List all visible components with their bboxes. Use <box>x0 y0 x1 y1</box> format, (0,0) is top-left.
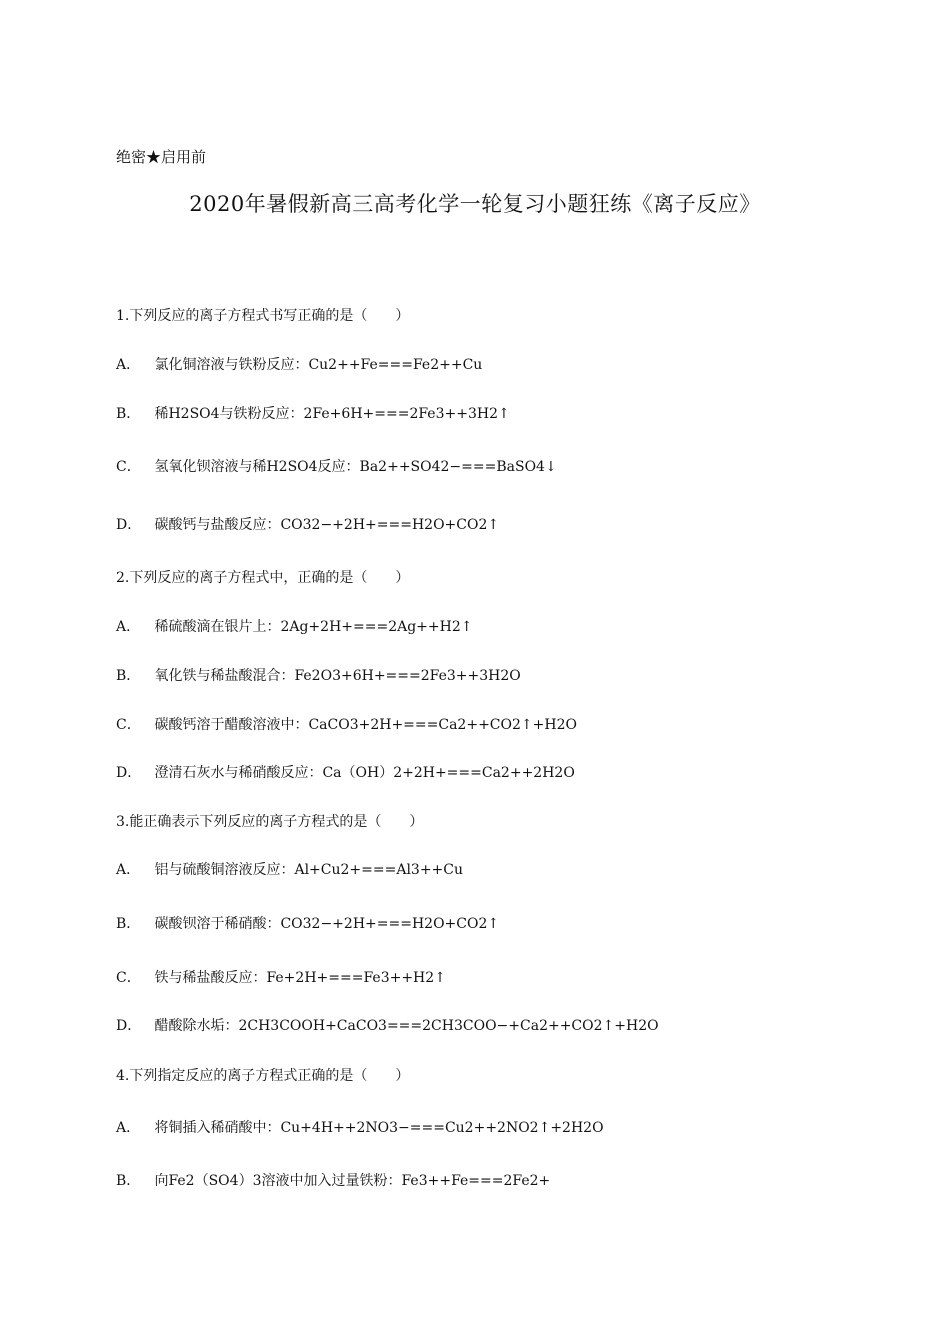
option-letter: D． <box>116 1018 142 1034</box>
question-2-stem: 2.下列反应的离子方程式中，正确的是（ ） <box>116 570 410 586</box>
option-letter: B． <box>116 406 141 422</box>
page-title: 2020年暑假新高三高考化学一轮复习小题狂练《离子反应》 <box>189 192 761 216</box>
option-text: 醋酸除水垢：2CH3COOH+CaCO3===2CH3COO−+Ca2++CO2↑+H2O <box>154 1018 659 1034</box>
confidential-header: 绝密★启用前 <box>116 148 207 166</box>
question-1-stem: 1.下列反应的离子方程式书写正确的是（ ） <box>116 308 410 324</box>
option-text: 铝与硫酸铜溶液反应：Al+Cu2+===Al3++Cu <box>154 862 464 878</box>
option-letter: D． <box>116 517 142 533</box>
option-text: 碳酸钙与盐酸反应：CO32−+2H+===H2O+CO2↑ <box>154 517 500 533</box>
option-letter: A． <box>116 862 141 878</box>
question-1-option-a <box>116 355 482 375</box>
option-letter: D． <box>116 765 142 781</box>
option-letter: C． <box>116 717 141 733</box>
option-letter: C． <box>116 970 141 986</box>
option-text: 铁与稀盐酸反应：Fe+2H+===Fe3++H2↑ <box>154 970 446 986</box>
question-3-stem: 3.能正确表示下列反应的离子方程式的是（ ） <box>116 814 424 830</box>
option-text: 氯化铜溶液与铁粉反应：Cu2++Fe===Fe2++Cu <box>154 357 483 373</box>
question-3-option-a <box>116 860 463 880</box>
question-4-stem: 4.下列指定反应的离子方程式正确的是（ ） <box>116 1068 410 1084</box>
question-4-option-a <box>116 1118 604 1138</box>
option-letter: A． <box>116 619 141 635</box>
question-1-option-c <box>116 457 557 477</box>
option-text: 稀硫酸滴在银片上：2Ag+2H+===2Ag++H2↑ <box>154 619 473 635</box>
question-3-option-b <box>116 914 499 934</box>
option-letter: B． <box>116 916 141 932</box>
option-text: 碳酸钙溶于醋酸溶液中：CaCO3+2H+===Ca2++CO2↑+H2O <box>154 717 577 733</box>
question-1-option-b <box>116 404 510 424</box>
question-2-option-b <box>116 666 521 686</box>
question-2-option-d <box>116 763 575 783</box>
option-text: 向Fe2（SO4）3溶液中加入过量铁粉：Fe3++Fe===2Fe2+ <box>154 1173 551 1189</box>
question-3-option-d <box>116 1016 659 1036</box>
question-2-option-a <box>116 617 473 637</box>
option-text: 将铜插入稀硝酸中：Cu+4H++2NO3−===Cu2++2NO2↑+2H2O <box>154 1120 604 1136</box>
option-letter: A． <box>116 357 141 373</box>
question-1-option-d <box>116 515 499 535</box>
question-4-option-b <box>116 1171 550 1191</box>
option-letter: B． <box>116 1173 141 1189</box>
question-3-option-c <box>116 968 446 988</box>
option-letter: A． <box>116 1120 141 1136</box>
question-2-option-c <box>116 715 577 735</box>
option-letter: B． <box>116 668 141 684</box>
option-letter: C． <box>116 459 141 475</box>
option-text: 氧化铁与稀盐酸混合：Fe2O3+6H+===2Fe3++3H2O <box>154 668 521 684</box>
option-text: 碳酸钡溶于稀硝酸：CO32−+2H+===H2O+CO2↑ <box>154 916 500 932</box>
option-text: 氢氧化钡溶液与稀H2SO4反应：Ba2++SO42−===BaSO4↓ <box>154 459 557 475</box>
option-text: 澄清石灰水与稀硝酸反应：Ca（OH）2+2H+===Ca2++2H2O <box>154 765 575 781</box>
option-text: 稀H2SO4与铁粉反应：2Fe+6H+===2Fe3++3H2↑ <box>154 406 510 422</box>
